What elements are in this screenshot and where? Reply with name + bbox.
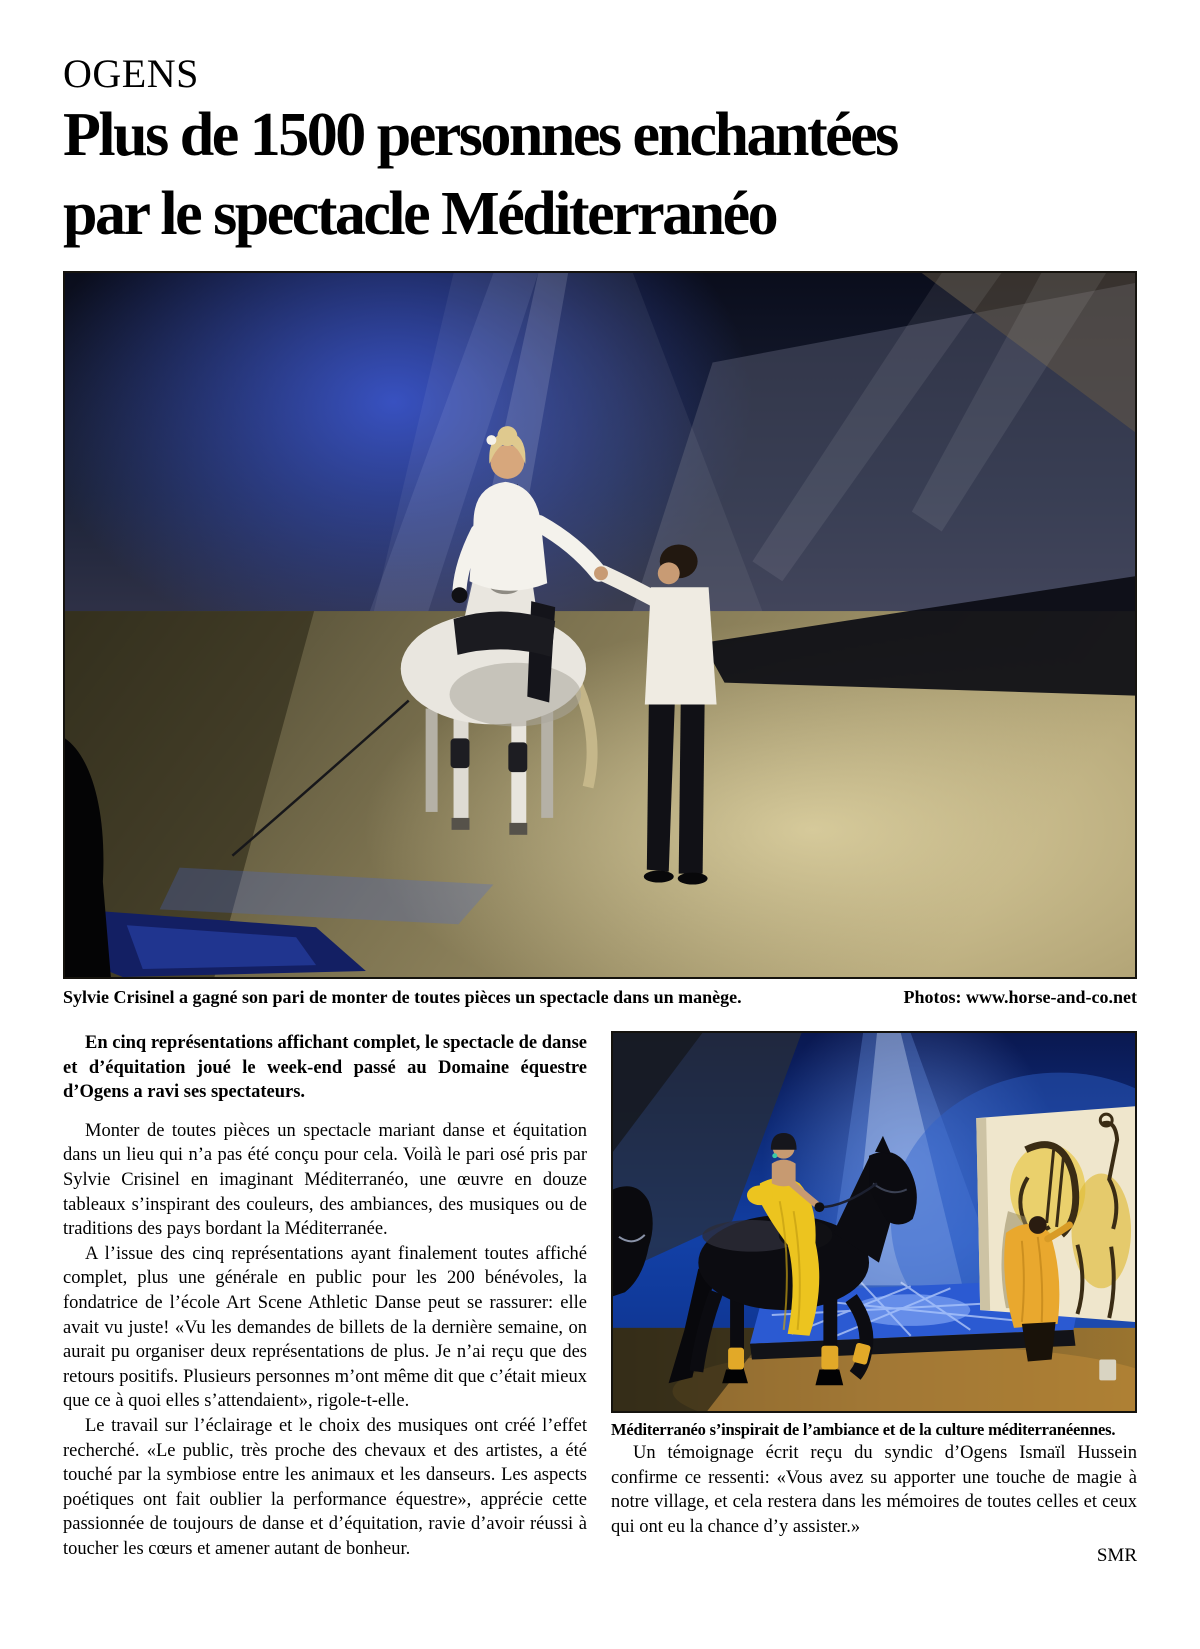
main-photo-illustration (65, 273, 1135, 977)
main-photo-caption: Sylvie Crisinel a gagné son pari de monter de toutes pièces un spectacle dans un manège. (63, 987, 742, 1007)
main-photo (63, 271, 1137, 979)
yellow-leg-wrap (728, 1348, 744, 1370)
yellow-leg-wrap (821, 1346, 838, 1370)
paint-bucket (1099, 1360, 1116, 1381)
author-signature: SMR (1096, 1545, 1137, 1567)
headline (63, 96, 1137, 254)
photo-credit: Photos: www.horse-and-co.net (903, 987, 1137, 1007)
secondary-photo-caption: Méditerranéo s’inspirait de l’ambiance et de la culture méditerranéennes. (611, 1420, 1116, 1439)
headline-line-1: Plus de 1500 personnes enchantées (63, 101, 897, 169)
closing-paragraph: Un témoignage écrit reçu du syndic d’Ogens Ismaïl Hussein confirme ce ressenti: «Vous avez su apporter une touche de magie à notre village, et cela restera dans les mémoires de toutes celles et ceux qui ont eu la chance d’y assister.» (611, 1443, 1137, 1537)
right-column (611, 1031, 1137, 1567)
secondary-photo-illustration (613, 1033, 1135, 1411)
body-paragraph: A l’issue des cinq représentations ayant finalement toutes affiché complet, plus une générale en public pour les 200 bénévoles, la fondatrice de l’école Art Scene Athletic Danse peut se rassurer: elle avait vu juste! «Vu les demandes de billets de la dernière semaine, on aurait pu organiser deux représentations de plus. Je n’ai reçu que des retours positifs. Plusieurs personnes m’ont même dit que c’était mieux que ce à quoi elles s’attendaient», rigole-t-elle. (63, 1243, 587, 1412)
body-paragraph: Le travail sur l’éclairage et le choix des musiques ont créé l’effet recherché. «Le public, très proche des chevaux et des artistes, a été touché par la symbiose entre les animaux et les danseurs. Les aspects poétiques ont fait oublier la performance équestre», apprécie cette passionnée de toujours de danse et d’équitation, ravie d’avoir réussi à toucher les cœurs et amener autant de bonheur. (63, 1415, 587, 1559)
article (63, 0, 1137, 1567)
left-column (63, 1031, 587, 1567)
body-paragraph: Monter de toutes pièces un spectacle mariant danse et équitation dans un lieu qui n’a pas été conçu pour cela. Voilà le pari osé pris par Sylvie Crisinel en imaginant Méditerranéo, une œuvre en douze tableaux s’inspirant des couleurs, des ambiances, des musiques ou de traditions des pays bordant la Méditerranée. (63, 1120, 587, 1240)
lead-paragraph: En cinq représentations affichant complet, le spectacle de danse et d’équitation joué le week-end passé au Domaine équestre d’Ogens a ravi ses spectateurs. (63, 1033, 587, 1103)
secondary-photo (611, 1031, 1137, 1413)
article-columns (63, 1031, 1137, 1567)
headline-line-2: par le spectacle Méditerranéo (63, 180, 777, 248)
main-photo-caption-row (63, 985, 1137, 1009)
earring (772, 1153, 777, 1158)
kicker: OGENS (63, 51, 199, 96)
hair-flower (486, 435, 496, 445)
